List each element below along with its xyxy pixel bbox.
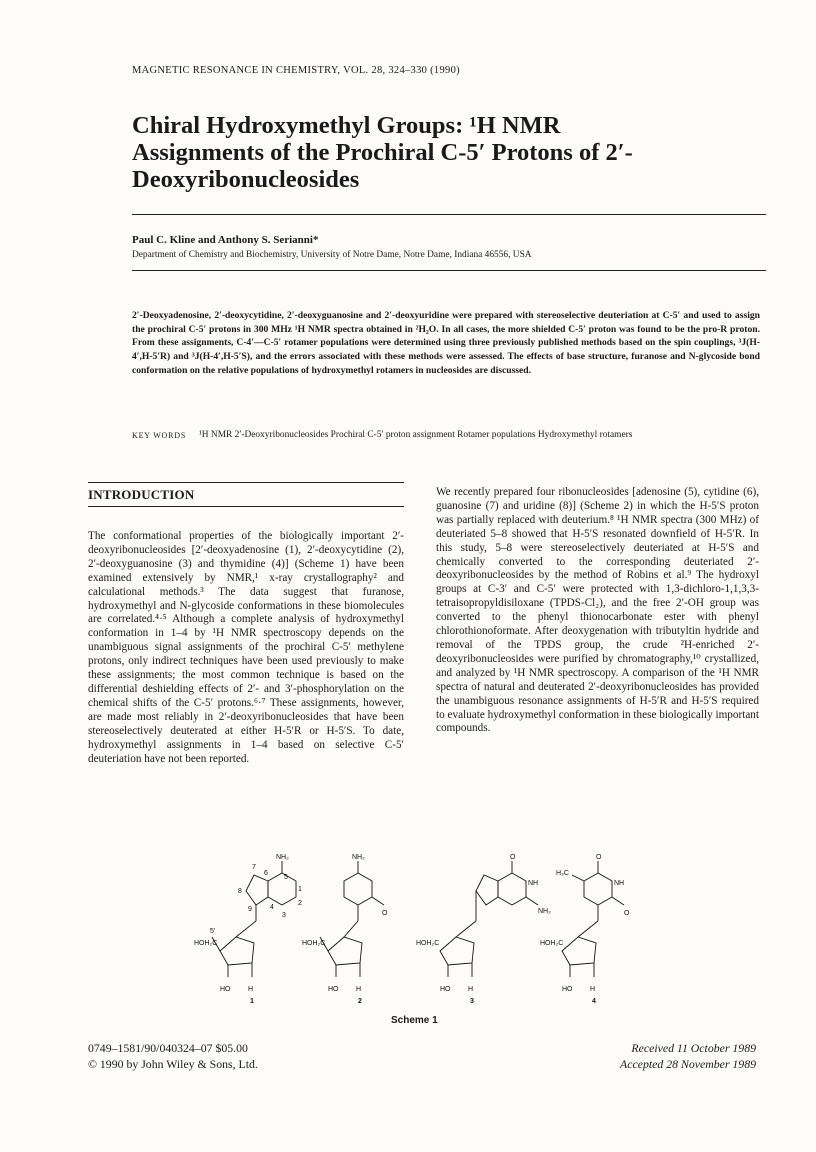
- article-title: Chiral Hydroxymethyl Groups: ¹H NMR Assignments of the Prochiral C-5′ Protons of 2′-Deoxyribonucleosides: [132, 112, 633, 193]
- accepted-date: Accepted 28 November 1989: [620, 1057, 756, 1071]
- compound-3-structure: [440, 861, 538, 977]
- group-label: NH₂: [276, 854, 289, 861]
- group-label: H: [468, 986, 474, 993]
- group-label: H: [590, 986, 596, 993]
- keywords-label: KEY WORDS: [132, 431, 187, 440]
- section-heading: INTRODUCTION: [88, 487, 195, 502]
- scheme-caption: Scheme 1: [391, 1015, 438, 1026]
- group-label: HO: [562, 986, 573, 993]
- abstract: 2′-Deoxyadenosine, 2′-deoxycytidine, 2′-deoxyguanosine and 2′-deoxyuridine were prepared with stereoselective deuteriation at C-5′ and used to assign the prochiral C-5′ protons in 300 MHz ¹H NMR spectra obtained in ²H₂O. In all cases, the more shielded C-5′ proton was found to be the pro-R proton. From these assignments, C-4′—C-5′ rotamer populations were determined using three previously published methods based on the spin couplings, ³J(H-4′,H-5′R) and ³J(H-4′,H-5′S), and the errors associated with these methods were assessed. The effects of base structure, furanose and N-glycoside bond conformation on the relative populations of hydroxymethyl rotamers in nucleosides are discussed.: [132, 310, 760, 376]
- group-label: O: [596, 854, 602, 861]
- atom-number: 1: [298, 886, 302, 893]
- affiliation: Department of Chemistry and Biochemistry, University of Notre Dame, Notre Dame, Indiana 46556, USA: [132, 250, 532, 260]
- intro-left-column: The conformational properties of the biologically important 2′-deoxyribonucleosides [2′-deoxyadenosine (1), 2′-deoxycytidine (2), 2′-deoxyguanosine (3) and thymidine (4)] (Scheme 1) have been examined extensively by NMR,¹ x-ray crystallography² and calculational methods.³ The data suggest that furanose, hydroxymethyl and N-glycoside conformations in these biomolecules are correlated.⁴·⁵ Although a complete analysis of hydroxymethyl conformation in 1–4 by ¹H NMR spectroscopy depends on the unambiguous signal assignments of the prochiral C-5′ methylene protons, only indirect techniques have been used previously to make these assignments; the most common technique is based on the differential deshielding effects of 2′- and 3′-phosphorylation on the chemical shifts of the C-5′ protons.⁶·⁷ These assignments, however, are made most reliably in 2′-deoxyribonucleosides that have been stereoselectively deuterated at either H-5′R or H-5′S. To date, hydroxymethyl assignments in 1–4 based on selective C-5′ deuteriation have not been reported.: [88, 530, 404, 765]
- group-label: NH₂: [538, 908, 551, 915]
- keywords: ¹H NMR 2′-Deoxyribonucleosides Prochiral C-5′ proton assignment Rotamer populations Hydroxymethyl rotamers: [199, 430, 633, 440]
- atom-number: 4: [270, 904, 274, 911]
- group-label: HOH₂C: [194, 940, 218, 947]
- atom-number: 5′: [210, 928, 216, 935]
- group-label: H: [356, 986, 362, 993]
- group-label: O: [624, 910, 630, 917]
- copyright-notice: © 1990 by John Wiley & Sons, Ltd.: [88, 1057, 258, 1071]
- compound-number: 4: [592, 998, 596, 1005]
- title-divider: [132, 214, 766, 215]
- group-label: NH: [614, 880, 625, 887]
- group-label: H: [248, 986, 254, 993]
- group-label: HO: [220, 986, 231, 993]
- group-label: H₃C: [556, 870, 569, 877]
- atom-number: 6: [264, 870, 268, 877]
- group-label: HOH₂C: [540, 940, 564, 947]
- scheme-1-structures: [190, 853, 660, 1023]
- group-label: O: [510, 854, 516, 861]
- group-label: NH₂: [352, 854, 365, 861]
- atom-number: 8: [238, 888, 242, 895]
- atom-number: 3: [282, 912, 286, 919]
- compound-number: 2: [358, 998, 362, 1005]
- author-list: Paul C. Kline and Anthony S. Serianni*: [132, 234, 319, 246]
- group-label: HOH₂C: [416, 940, 440, 947]
- atom-number: 7: [252, 864, 256, 871]
- group-label: NH: [528, 880, 539, 887]
- author-divider: [132, 270, 766, 271]
- atom-number: 9: [248, 906, 252, 913]
- section-rule-top: [88, 482, 404, 483]
- compound-4-structure: [562, 861, 624, 977]
- atom-number: 2: [298, 900, 302, 907]
- group-label: HOH₂C: [302, 940, 326, 947]
- group-label: HO: [328, 986, 339, 993]
- compound-2-structure: [320, 861, 384, 977]
- received-dates: [560, 1040, 756, 1072]
- compound-number: 3: [470, 998, 474, 1005]
- compound-number: 1: [250, 998, 254, 1005]
- intro-right-column: We recently prepared four ribonucleosides [adenosine (5), cytidine (6), guanosine (7) and uridine (8)] (Scheme 2) in which the H-5′S proton was partially replaced with deuterium.⁸ ¹H NMR spectra (300 MHz) of deuteriated 5–8 showed that H-5′S resonated downfield of H-5′R. In this study, 5–8 were stereoselectively deuteriated at H-5′S and chemically converted to the corresponding deuteriated 2′-deoxyribonucleosides by the method of Robins et al.⁹ The hydroxyl groups at C-3′ and C-5′ were protected with 1,3-dichloro-1,1,3,3-tetraisopropyldisiloxane (TPDS-Cl₂), and the free 2′-OH group was converted to the phenyl thionocarbonate ester with phenyl chlorothionoformate. After deoxygenation with tributyltin hydride and removal of the TPDS group, the crude ²H-enriched 2′-deoxyribonucleosides were purified by chromatography,¹⁰ crystallized, and analyzed by ¹H NMR spectroscopy. A comparison of the ¹H NMR spectra of natural and deuterated 2′-deoxyribonucleosides has provided the unambiguous resonance assignments of H-5′R and H-5′S required to evaluate hydroxymethyl conformation in these biologically important compounds.: [436, 486, 759, 735]
- received-date: Received 11 October 1989: [631, 1041, 756, 1055]
- copyright-block: [88, 1040, 258, 1072]
- atom-number: 5: [284, 874, 288, 881]
- section-rule-bottom: [88, 506, 404, 507]
- journal-header: MAGNETIC RESONANCE IN CHEMISTRY, VOL. 28, 324–330 (1990): [132, 65, 460, 76]
- issn-code: 0749–1581/90/040324–07 $05.00: [88, 1041, 248, 1055]
- group-label: HO: [440, 986, 451, 993]
- group-label: O: [382, 910, 388, 917]
